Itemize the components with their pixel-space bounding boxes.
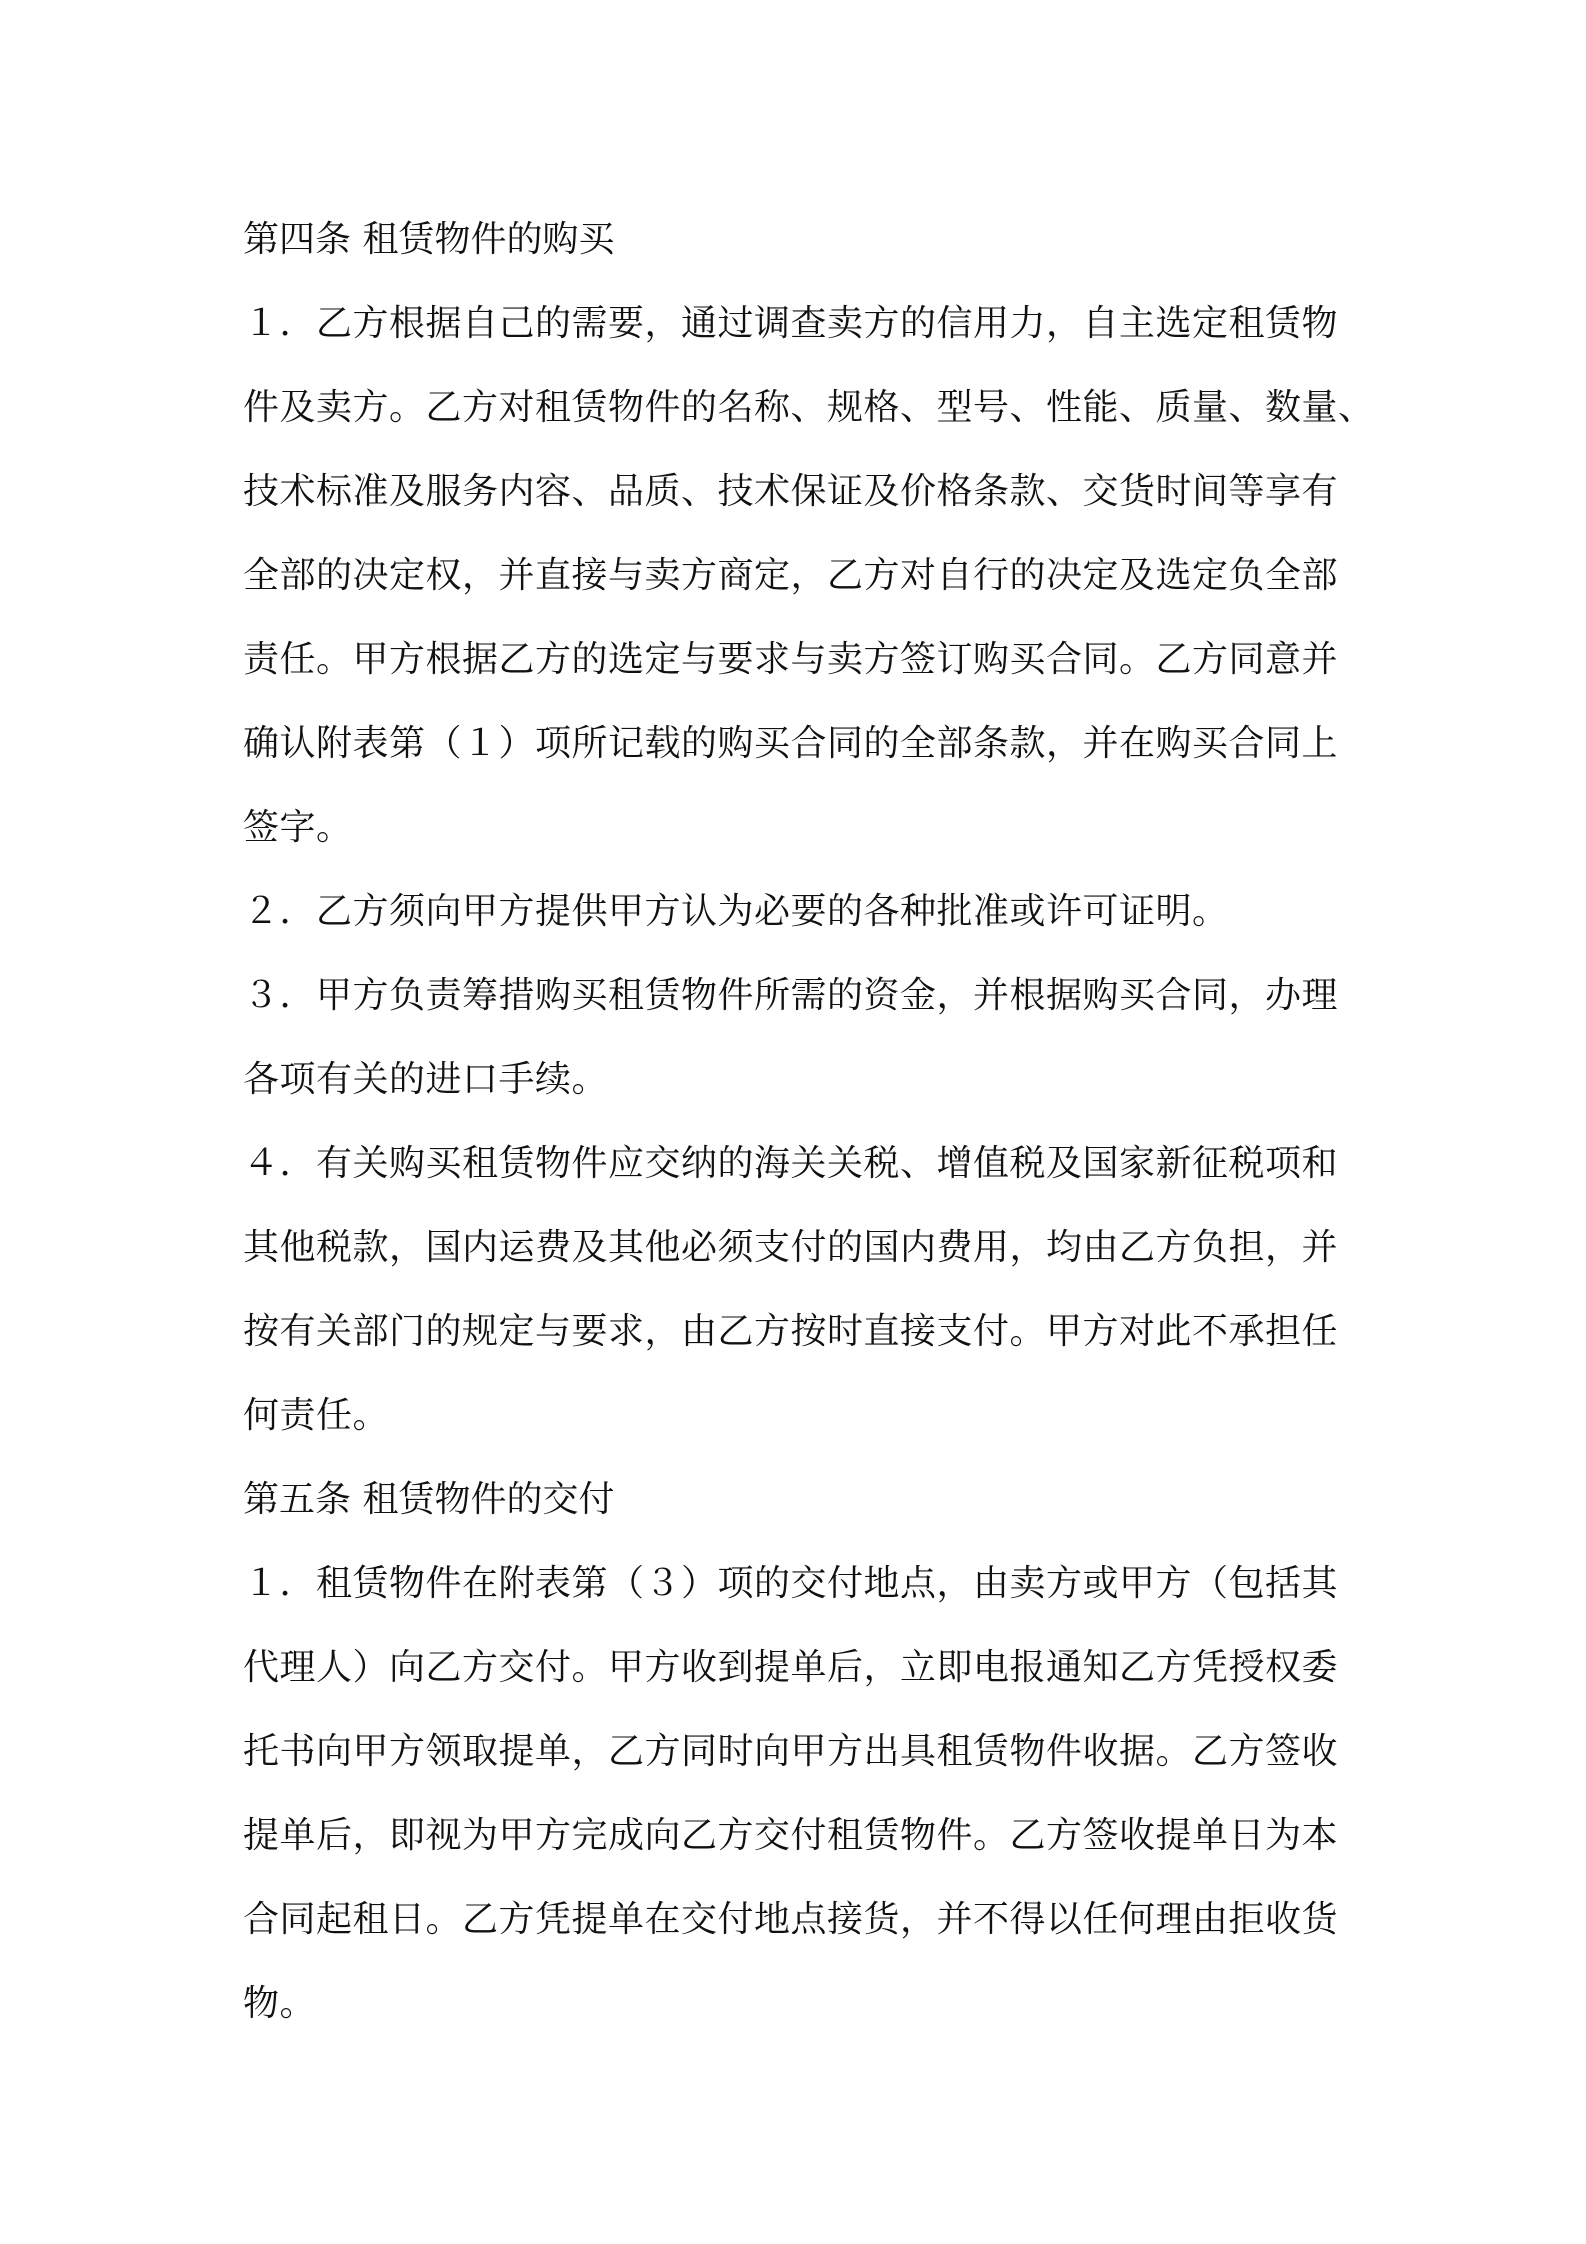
text-line: 合同起租日。乙方凭提单在交付地点接货，并不得以任何理由拒收货 (243, 1899, 1339, 1940)
text-line: 按有关部门的规定与要求，由乙方按时直接支付。甲方对此不承担任 (243, 1311, 1339, 1352)
article-4-clause-2 (243, 870, 1363, 954)
text-line: 物。 (243, 1983, 317, 2024)
text-line: 全部的决定权，并直接与卖方商定，乙方对自行的决定及选定负全部 (243, 555, 1339, 596)
text-line: 各项有关的进口手续。 (243, 1059, 609, 1100)
article-4-clause-1 (243, 282, 1375, 870)
text-line: ４．有关购买租赁物件应交纳的海关关税、增值税及国家新征税项和 (243, 1143, 1339, 1184)
text-line: 签字。 (243, 807, 353, 848)
article-4-clause-4 (243, 1122, 1363, 1458)
document-page (243, 198, 1375, 2046)
text-line: 托书向甲方领取提单，乙方同时向甲方出具租赁物件收据。乙方签收 (243, 1731, 1339, 1772)
text-line: ３．甲方负责筹措购买租赁物件所需的资金，并根据购买合同，办理 (243, 975, 1339, 1016)
text-line: 技术标准及服务内容、品质、技术保证及价格条款、交货时间等享有 (243, 471, 1339, 512)
text-line: 件及卖方。乙方对租赁物件的名称、规格、型号、性能、质量、数量、 (243, 387, 1375, 428)
text-line: 确认附表第（１）项所记载的购买合同的全部条款，并在购买合同上 (243, 723, 1339, 764)
text-line: １．租赁物件在附表第（３）项的交付地点，由卖方或甲方（包括其 (243, 1563, 1339, 1604)
text-line: １．乙方根据自己的需要，通过调查卖方的信用力，自主选定租赁物 (243, 303, 1339, 344)
text-line: 其他税款，国内运费及其他必须支付的国内费用，均由乙方负担，并 (243, 1227, 1339, 1268)
text-line: 代理人）向乙方交付。甲方收到提单后，立即电报通知乙方凭授权委 (243, 1647, 1339, 1688)
text-line: 何责任。 (243, 1395, 390, 1436)
text-line: 责任。甲方根据乙方的选定与要求与卖方签订购买合同。乙方同意并 (243, 639, 1339, 680)
article-5-heading: 第五条 租赁物件的交付 (243, 1479, 615, 1520)
article-4-clause-3 (243, 954, 1363, 1122)
article-5-clause-1 (243, 1542, 1363, 2046)
text-line: 提单后，即视为甲方完成向乙方交付租赁物件。乙方签收提单日为本 (243, 1815, 1339, 1856)
article-4-heading: 第四条 租赁物件的购买 (243, 219, 615, 260)
text-line: ２．乙方须向甲方提供甲方认为必要的各种批准或许可证明。 (243, 891, 1229, 932)
